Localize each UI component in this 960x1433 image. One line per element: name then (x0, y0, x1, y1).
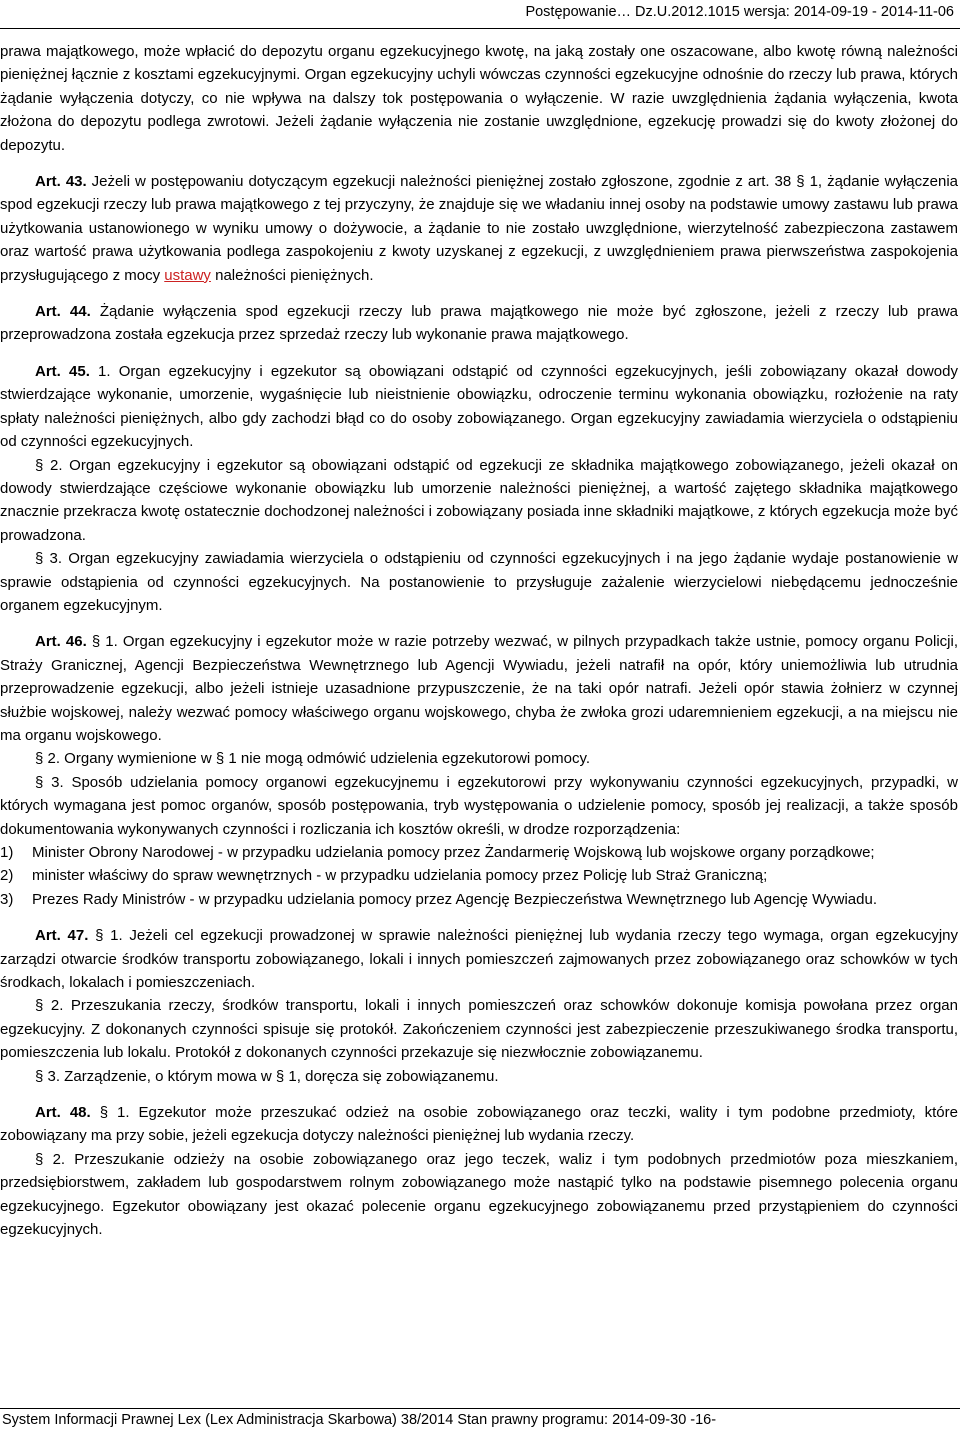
article-45-par-1-text: 1. Organ egzekucyjny i egzekutor są obowiązani odstąpić od czynności egzekucyjnych, jeśli zobowiązany okazał dowody stwierdzające wykonanie, umorzenie, wygaśnięcie lub nieistnienie obowiązku, odroczenie terminu wykonania obowiązku, rozłożenie na raty spłaty należności pieniężnych, albo gdy zachodzi błąd co do osoby zobowiązanego. Organ egzekucyjny zawiadamia wierzyciela o odstąpieniu od czynności egzekucyjnych. (0, 362, 958, 451)
header-rule (0, 28, 960, 29)
article-47-par-2: § 2. Przeszukania rzeczy, środków transportu, lokali i innych pomieszczeń oraz schowków dokonuje komisja powołana przez organ egzekucyjny. Z dokonanych czynności spisuje się protokół. Zakończeniem czynności jest zabezpieczenie przeszukiwanego środka transportu, pomieszczenia lub lokalu. Protokół z dokonanych czynności przekazuje się niezwłocznie zobowiązanemu. (0, 997, 958, 1062)
article-45-heading: Art. 45. (35, 362, 90, 380)
article-48-par-1-text: § 1. Egzekutor może przeszukać odzież na osobie zobowiązanego oraz teczki, wality i tym podobne przedmioty, które zobowiązany ma przy sobie, jeżeli egzekucja dotyczy należności pieniężnej lub wydania rzeczy. (0, 1104, 958, 1145)
list-item (0, 841, 958, 864)
footer-rule (0, 1408, 960, 1409)
article-47-par-1 (0, 924, 958, 994)
document-body (0, 40, 958, 1242)
article-46-par-1 (0, 630, 958, 747)
article-43-text-end: należności pieniężnych. (210, 266, 374, 284)
article-47-par-3: § 3. Zarządzenie, o którym mowa w § 1, doręcza się zobowiązanemu. (35, 1067, 499, 1085)
article-46-par-1-text: § 1. Organ egzekucyjny i egzekutor może w razie potrzeby wezwać, w pilnych przypadkach także ustnie, pomocy organu Policji, Straży Granicznej, Agencji Bezpieczeństwa Wewnętrznego lub Agencji Wywiadu, jeżeli natrafił na opór, który uniemożliwia lub utrudnia przeprowadzenie egzekucji, albo jeżeli istnieje uzasadnione przypuszczenie, że na taki opór natrafi. Jeżeli opór stawia żołnierz w czynnej służbie wojskowej, należy wezwać pomocy właściwego organu wojskowego, chyba że zwłoka grozi udaremnieniem egzekucji, a na miejscu nie ma organu wojskowego. (0, 633, 958, 744)
list-item-text: Minister Obrony Narodowej - w przypadku udzielania pomocy przez Żandarmerię Wojskową lub wojskowe organy porządkowe; (32, 844, 875, 861)
article-44-heading: Art. 44. (35, 303, 91, 321)
article-48-par-1 (0, 1101, 958, 1148)
article-45-par-2: § 2. Organ egzekucyjny i egzekutor są obowiązani odstąpić od egzekucji ze składnika majątkowego zobowiązanego, jeżeli okazał on dowody stwierdzające częściowe wykonanie obowiązku lub umorzenie należności pieniężnej, a wartość zajętego składnika majątkowego znacznie przekracza kwotę ostatecznie dochodzonej należności i zobowiązany posiada inne składniki majątkowe, z których egzekucja może być prowadzona. (0, 456, 959, 544)
article-47-heading: Art. 47. (35, 927, 89, 945)
list-item (0, 864, 958, 887)
article-43-text: Jeżeli w postępowaniu dotyczącym egzekucji należności pieniężnej zostało zgłoszone, zgodnie z art. 38 § 1, żądanie wyłączenia spod egzekucji rzeczy lub prawa majątkowego z tej przyczyny, że znajduje się we władaniu innej osoby na podstawie umowy zastawu lub prawa użytkowania ustanowionego w wyniku umowy o dożywocie, a żądanie to nie zostało uwzględnione, wierzytelność zabezpieczona zastawem oraz wartość prawa użytkowania podlega zaspokojeniu z kwoty uzyskanej z egzekucji, z uwzględnieniem prawa pierwszeństwa zaspokojenia przysługującego z mocy (0, 173, 958, 284)
article-48-par-2: § 2. Przeszukanie odzieży na osobie zobowiązanego oraz jego teczek, waliz i tym podobnych przedmiotów poza mieszkaniem, przedsiębiorstwem, zakładem lub gospodarstwem rolnym zobowiązanego może nastąpić tylko na podstawie pisemnego polecenia organu egzekucyjnego. Egzekutor obowiązany jest okazać polecenie organu egzekucyjnego zobowiązanemu przed przystąpieniem do czynności egzekucyjnych. (0, 1150, 958, 1239)
running-header: Postępowanie… Dz.U.2012.1015 wersja: 2014-09-19 - 2014-11-06 (525, 4, 954, 20)
list-item-number: 2) (0, 867, 14, 885)
article-46-par-3: § 3. Sposób udzielania pomocy organowi egzekucyjnemu i egzekutorowi przy wykonywaniu czynności egzekucyjnych, przypadki, w których wymagana jest pomoc organów, sposób postępowania, tryb występowania o udzielenie pomocy, sposób jej realizacji, a także sposób dokumentowania wykonywanych czynności i rozliczania ich kosztów określi, w drodze rozporządzenia: (0, 773, 958, 838)
article-43 (0, 170, 958, 287)
page-footer: System Informacji Prawnej Lex (Lex Administracja Skarbowa) 38/2014 Stan prawny programu: 2014-09-30 -16- (2, 1412, 717, 1428)
article-46-par-2: § 2. Organy wymienione w § 1 nie mogą odmówić udzielenia egzekutorowi pomocy. (35, 750, 591, 768)
article-43-heading: Art. 43. (35, 173, 87, 191)
article-48-heading: Art. 48. (35, 1104, 91, 1122)
article-46-list (0, 841, 958, 911)
article-46-heading: Art. 46. (35, 633, 87, 651)
intro-paragraph: prawa majątkowego, może wpłacić do depozytu organu egzekucyjnego kwotę, na jaką zostały one oszacowane, albo kwotę równą należności pieniężnej łącznie z kosztami egzekucyjnymi. Organ egzekucyjny uchyli wówczas czynności egzekucyjne odnośnie do rzeczy lub prawa, których żądanie wyłączenia dotyczy, co nie wpływa na dalszy tok postępowania o wyłączenie. W razie uwzględnienia żądania wyłączenia, kwota złożona do depozytu podlega zwrotowi. Jeżeli żądanie wyłączenia nie zostanie uwzględnione, egzekucję prowadzi się do kwoty złożonej do depozytu. (0, 43, 958, 154)
list-item-number: 1) (0, 844, 14, 861)
ustawy-link[interactable]: ustawy (164, 266, 211, 284)
article-47-par-1-text: § 1. Jeżeli cel egzekucji prowadzonej w sprawie należności pieniężnej lub wydania rzeczy tego wymaga, organ egzekucyjny zarządzi otwarcie środków transportu zobowiązanego, lokali i innych pomieszczeń zajmowanych przez zobowiązanego oraz schowków w tych środkach, lokalach i pomieszczeniach. (0, 927, 958, 992)
article-44-text: Żądanie wyłączenia spod egzekucji rzeczy lub prawa majątkowego nie może być zgłoszone, jeżeli z rzeczy lub prawa przeprowadzona została egzekucja przez sprzedaż rzeczy lub wykonanie prawa majątkowego. (0, 303, 958, 344)
article-45-par-3: § 3. Organ egzekucyjny zawiadamia wierzyciela o odstąpieniu od czynności egzekucyjnych i na jego żądanie wydaje postanowienie w sprawie odstąpienia od czynności egzekucyjnych. Na postanowienie to przysługuje zażalenie wierzycielowi niebędącemu jednocześnie organem egzekucyjnym. (0, 550, 958, 614)
list-item-text: minister właściwy do spraw wewnętrznych - w przypadku udzielania pomocy przez Policję lub Straż Graniczną; (32, 867, 768, 885)
list-item (0, 888, 958, 911)
article-44 (0, 300, 958, 347)
list-item-text: Prezes Rady Ministrów - w przypadku udzielania pomocy przez Agencję Bezpieczeństwa Wewnętrznego lub Agencję Wywiadu. (32, 890, 878, 908)
list-item-number: 3) (0, 890, 14, 908)
article-45-par-1 (0, 360, 958, 454)
